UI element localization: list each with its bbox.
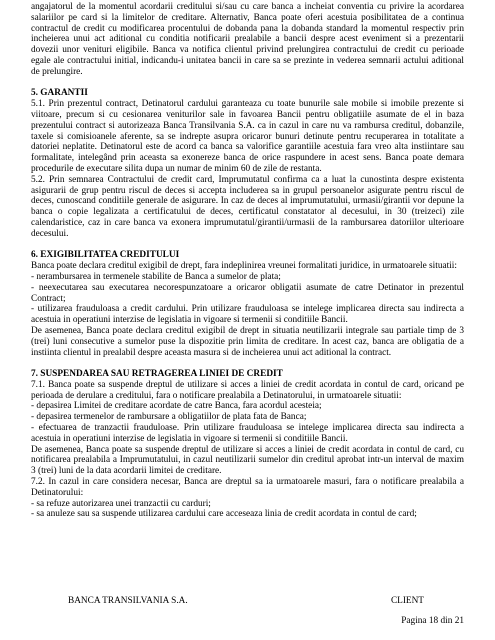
intro-paragraph: angajatorul de la momentul acordarii creditului si/sau cu care banca a incheiat conventia cu privire la acordarea salariilor pe card si la limitelor de creditare. Alternativ, Banca poate oferi acestuia posibilitatea de a continua contractul de credit cu modificarea procentului de dobanda pana la dobanda standard la momentul respectiv prin incheierea unui act aditional cu conditia notificarii prealabile a bancii despre acest eveniment si a prezentarii dovezii unor venituri eligibile. Banca va notifica clientul privind prelungirea contractului de credit cu perioade egale ale contractului initial, indicandu-i unitatea bancii in care sa se prezinte in vederea semnarii actului aditional de prelungire.: [31, 2, 464, 77]
page-number: Pagina 18 din 21: [401, 616, 464, 626]
paragraph: 5.1. Prin prezentul contract, Detinatorul cardului garanteaza cu toate bunurile sale mobile si imobile prezente si viitoare, precum si cu cesionarea veniturilor sale in favoarea Bancii pentru obligatiile asumate de el in baza prezentului contract si autorizeaza Banca Transilvania S.A. ca in cazul in care nu va rambursa creditul, dobanzile, taxele si comisioanele aferente, sa se indrepte asupra oricaror bunuri detinute pentru recuperarea in totalitate a datoriei neplatite. Detinatorul este de acord ca banca sa valorifice garantiile acestuia fara vreo alta instiintare sau formalitate, intelegând prin aceasta sa exonereze banca de orice raspundere in acest sens. Banca poate demara procedurile de executare silita dupa un numar de minim 60 de zile de restanta.: [31, 99, 464, 174]
section-heading-garantii: 5. GARANTII: [31, 88, 88, 99]
list-item: - nerambursarea in termenele stabilite de Banca a sumelor de plata;: [31, 271, 281, 282]
footer-client-label: CLIENT: [390, 596, 424, 606]
paragraph: De asemenea, Banca poate sa suspende dreptul de utilizare si acces a liniei de credit acordata in contul de card, cu notificarea prealabila a Imprumutatului, in cazul neutilizarii sumelor din creditul aprobat intr-un interval de maxim 3 (trei) luni de la data acordarii limitei de creditare.: [31, 444, 464, 477]
list-item: - utilizarea frauduloasa a credit cardului. Prin utilizare frauduloasa se intelege implicarea directa sau indirecta a acestuia in operatiuni interzise de legislatia in vigoare si termenii si conditiile Bancii.: [31, 304, 464, 326]
footer-bank-name: BANCA TRANSILVANIA S.A.: [68, 596, 188, 606]
list-item: - efectuarea de tranzactii frauduloase. Prin utilizare frauduloasa se intelege implicarea directa sau indirecta a acestuia in operatiuni interzise de legislatia in vigoare si termenii si conditiile Bancii.: [31, 423, 464, 444]
list-item: - neexecutarea sau executarea necorespunzatoare a oricaror obligatii asumate de catre Detinator in prezentul Contract;: [31, 282, 464, 304]
section-heading-suspendarea: 7. SUSPENDAREA SAU RETRAGEREA LINIEI DE CREDIT: [31, 369, 283, 380]
list-item: - depasirea termenelor de rambursare a obligatiilor de plata fata de Banca;: [31, 412, 307, 423]
paragraph: 7.2. In cazul in care considera necesar, Banca are dreptul sa ia urmatoarele masuri, fara o notificare prealabila a Detinatorului:: [31, 477, 464, 498]
paragraph: De asemenea, Banca poate declara creditul exigibil de drept in situatia neutilizarii integrale sau partiale timp de 3 (trei) luni consecutive a sumelor puse la dispozitie prin limita de creditare. In acest caz, banca are obligatia de a instiinta clientul in prealabil despre aceasta masura si de incheierea unui act aditional la contract.: [31, 325, 464, 358]
list-item: - depasirea Limitei de creditare acordate de catre Banca, fara acordul acesteia;: [31, 401, 322, 412]
paragraph: Banca poate declara creditul exigibil de drept, fara indeplinirea vreunei formalitati juridice, in urmatoarele situatii:: [31, 261, 457, 272]
paragraph: 7.1. Banca poate sa suspende dreptul de utilizare si acces a liniei de credit acordata in contul de card, oricand pe perioada de derulare a creditului, fara o notificare prealabila a Detinatorului, in urmatoarele situatii:: [31, 379, 464, 401]
list-item: - sa refuze autorizarea unei tranzactii cu carduri;: [31, 498, 211, 509]
list-item: - sa anuleze sau sa suspende utilizarea cardului care acceseaza linia de credit acordata in contul de card;: [31, 509, 417, 520]
paragraph: 5.2. Prin semnarea Contractului de credit card, Imprumutatul confirma ca a luat la cunostinta despre existenta asigurarii de grup pentru riscul de deces si accepta includerea sa in grupul persoanelor asigurate pentru riscul de deces, cunoscand conditiile generale de asigurare. In caz de deces al imprumutatului, urmasii/girantii vor depune la banca o copie legalizata a certificatului de deces, certificatul constatator al decesului, in 30 (treizeci) zile calendaristice, caz in care banca va exonera imprumutatul/girantii/urmasii de la rambursarea datoriilor ulterioare decesului.: [31, 174, 464, 239]
section-heading-exigibilitatea: 6. EXIGIBILITATEA CREDITULUI: [31, 250, 180, 261]
page-footer: [68, 596, 464, 607]
